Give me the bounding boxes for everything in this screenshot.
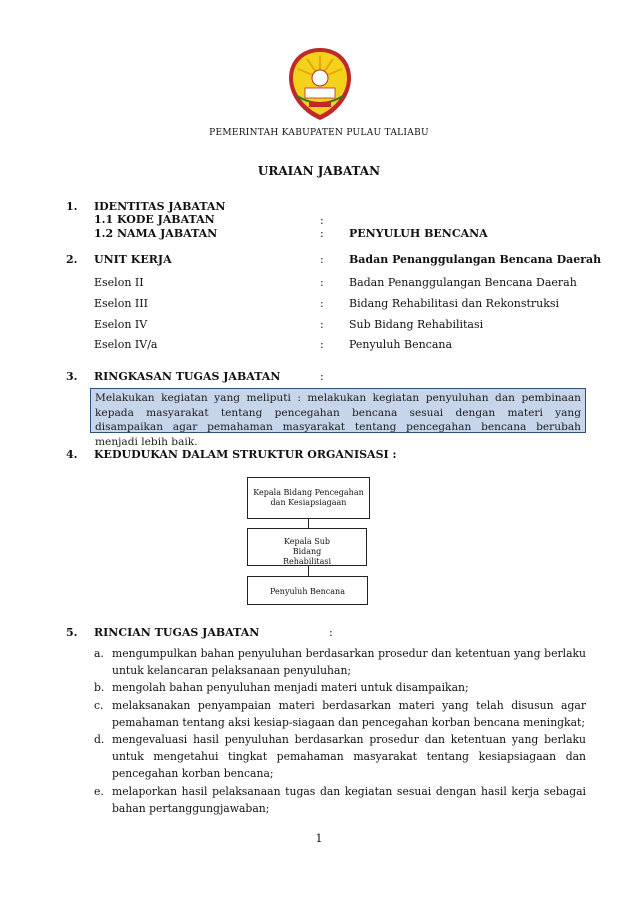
eselon-colon: :	[320, 338, 324, 351]
section-4-number: 4.	[66, 448, 78, 461]
list-item	[94, 783, 586, 817]
org-box-kepala-sub-bidang: Kepala Sub Bidang Rehabilitasi	[247, 528, 367, 566]
eselon-value: Penyuluh Bencana	[349, 338, 453, 351]
org-connector	[308, 519, 309, 528]
government-header: PEMERINTAH KABUPATEN PULAU TALIABU	[209, 128, 429, 138]
unit-kerja-value: Badan Penanggulangan Bencana Daerah	[349, 253, 602, 266]
section-5-heading: RINCIAN TUGAS JABATAN	[94, 626, 260, 639]
unit-kerja-colon: :	[320, 253, 324, 266]
eselon-value: Badan Penanggulangan Bencana Daerah	[349, 276, 577, 289]
eselon-label: Eselon IV/a	[94, 338, 158, 351]
eselon-value: Bidang Rehabilitasi dan Rekonstruksi	[349, 297, 560, 310]
section-2-number: 2.	[66, 253, 78, 266]
task-letter: b.	[94, 681, 105, 695]
section-3-number: 3.	[66, 370, 78, 383]
regency-emblem-logo	[285, 44, 355, 124]
section-1-number: 1.	[66, 200, 78, 213]
section-4-heading: KEDUDUKAN DALAM STRUKTUR ORGANISASI :	[94, 448, 397, 461]
document-title: URAIAN JABATAN	[257, 164, 381, 178]
eselon-label: Eselon III	[94, 297, 148, 310]
kode-jabatan-label: 1.1 KODE JABATAN	[94, 213, 215, 226]
eselon-label: Eselon II	[94, 276, 144, 289]
kode-jabatan-colon: :	[320, 214, 324, 227]
ringkasan-colon: :	[320, 370, 324, 383]
section-5-number: 5.	[66, 626, 78, 639]
section-2-heading: UNIT KERJA	[94, 253, 172, 266]
page-number: 1	[315, 832, 323, 845]
task-letter: e.	[94, 784, 104, 798]
task-text: mengolah bahan penyuluhan menjadi materi untuk disampaikan;	[112, 681, 469, 695]
rincian-colon: :	[329, 626, 333, 639]
org-box-kepala-bidang: Kepala Bidang Pencegahan dan Kesiapsiagaan	[247, 477, 370, 519]
job-summary-box: Melakukan kegiatan yang meliputi : melakukan kegiatan penyuluhan dan pembinaan kepada masyarakat tentang pencegahan bencana sesuai dengan materi yang disampaikan agar pemahaman masyarakat tentang pencegahan bencana berubah menjadi lebih baik.	[90, 388, 586, 433]
eselon-colon: :	[320, 276, 324, 289]
task-list	[94, 645, 586, 817]
eselon-value: Sub Bidang Rehabilitasi	[349, 318, 484, 331]
nama-jabatan-label: 1.2 NAMA JABATAN	[94, 227, 218, 240]
eselon-colon: :	[320, 297, 324, 310]
nama-jabatan-value: PENYULUH BENCANA	[349, 227, 488, 240]
list-item	[94, 679, 586, 696]
task-text: melaporkan hasil pelaksanaan tugas dan kegiatan sesuai dengan hasil kerja sebagai bahan pertanggungjawaban;	[112, 784, 586, 815]
list-item	[94, 645, 586, 679]
task-text: mengevaluasi hasil penyuluhan berdasarkan prosedur dan ketentuan yang berlaku untuk mengetahui tingkat pemahaman masyarakat tentang kesiapsiagaan dan pencegahan korban bencana;	[112, 733, 586, 781]
task-letter: d.	[94, 733, 105, 747]
task-letter: c.	[94, 698, 104, 712]
task-text: melaksanakan penyampaian materi berdasarkan materi yang telah disusun agar pemahaman tentang aksi kesiap-siagaan dan pencegahan korban bencana meningkat;	[112, 698, 586, 729]
eselon-colon: :	[320, 318, 324, 331]
task-letter: a.	[94, 647, 104, 660]
list-item	[94, 697, 586, 731]
list-item	[94, 731, 586, 783]
eselon-label: Eselon IV	[94, 318, 148, 331]
task-text: mengumpulkan bahan penyuluhan berdasarkan prosedur dan ketentuan yang berlaku untuk kelancaran pelaksanaan penyuluhan;	[112, 647, 586, 678]
section-1-heading: IDENTITAS JABATAN	[94, 200, 226, 213]
section-3-heading: RINGKASAN TUGAS JABATAN	[94, 370, 281, 383]
nama-jabatan-colon: :	[320, 227, 324, 240]
org-connector	[308, 566, 309, 576]
org-box-penyuluh-bencana: Penyuluh Bencana	[247, 576, 368, 605]
